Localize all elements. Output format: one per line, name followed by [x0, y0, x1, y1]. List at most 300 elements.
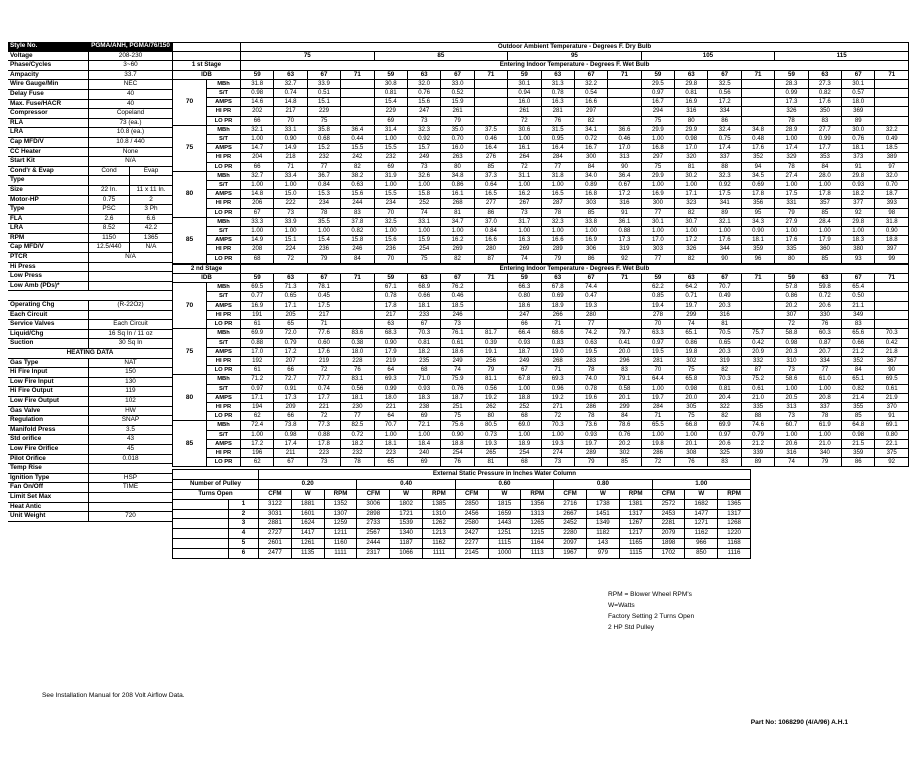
wb-header: 59: [641, 274, 674, 283]
coil-row: [8, 215, 172, 225]
table-cell: 16.6: [541, 236, 574, 245]
table-cell: 1.00: [675, 430, 708, 439]
blower-notes: [608, 589, 694, 633]
table-cell: 294: [641, 107, 674, 116]
table-cell: 1898: [652, 538, 685, 548]
table-cell: 330: [808, 310, 841, 319]
spec-value: PGMA/ANH, PGMA/76/150: [91, 42, 170, 49]
table-cell: 77: [341, 412, 374, 421]
table-cell: 15.8: [407, 190, 440, 199]
table-cell: 72: [274, 254, 307, 263]
table-cell: 143: [586, 538, 619, 548]
table-cell: 0.61: [875, 384, 908, 393]
table-row: [173, 153, 909, 162]
table-cell: 229: [307, 107, 340, 116]
table-cell: 21.8: [875, 347, 908, 356]
table-cell: 0.93: [508, 338, 541, 347]
spec-label: Each Circuit: [8, 311, 89, 320]
table-cell: 0.46: [474, 135, 507, 144]
table-cell: 70.3: [407, 329, 440, 338]
table-cell: 2280: [554, 529, 587, 539]
row-label: AMPS: [207, 301, 241, 310]
table-cell: 264: [508, 153, 541, 162]
blank-cell: [173, 548, 229, 558]
spec-value: [89, 311, 172, 320]
table-cell: 71: [541, 366, 574, 375]
table-cell: 375: [875, 448, 908, 457]
table-cell: 34.8: [741, 125, 774, 134]
table-cell: 36.4: [341, 125, 374, 134]
spec-value: [89, 263, 172, 272]
table-cell: 1349: [586, 519, 619, 529]
table-cell: 0.50: [842, 292, 875, 301]
note-line: RPM = Blower Wheel RPM's: [608, 591, 692, 598]
table-cell: [875, 98, 909, 107]
table-cell: 850: [685, 548, 718, 558]
table-row: [173, 283, 909, 292]
table-cell: 15.0: [274, 190, 307, 199]
table-cell: 72.4: [241, 421, 274, 430]
esp-header: 0.60: [455, 480, 553, 490]
table-cell: 69: [407, 412, 440, 421]
table-cell: 0.70: [441, 135, 474, 144]
spec-value: TIME: [122, 483, 139, 491]
table-cell: 64.4: [641, 375, 674, 384]
spec-label: Temp Rise: [8, 464, 89, 473]
table-cell: 16.9: [241, 301, 274, 310]
table-cell: 87: [741, 366, 774, 375]
table-cell: 196: [241, 448, 274, 457]
table-cell: 17.5: [307, 301, 340, 310]
table-cell: 0.99: [775, 89, 808, 98]
table-cell: 68.6: [541, 329, 574, 338]
table-cell: 74: [407, 208, 440, 217]
table-cell: 389: [875, 153, 909, 162]
spec-value: 30 Sq In: [118, 339, 143, 347]
table-cell: 27.7: [808, 125, 841, 134]
table-cell: 211: [274, 448, 307, 457]
table-cell: 223: [374, 448, 407, 457]
fan-col-header: RPM: [521, 489, 554, 499]
table-cell: 82: [341, 162, 374, 171]
coil-header-cond: Cond: [89, 167, 130, 176]
table-cell: [474, 107, 507, 116]
spec-value: 0.018: [122, 454, 139, 462]
table-cell: 83.1: [341, 375, 374, 384]
row-label: MBh: [207, 421, 241, 430]
table-cell: 74.4: [574, 283, 607, 292]
table-cell: 299: [608, 402, 641, 411]
table-cell: 72: [307, 366, 340, 375]
table-cell: 65.6: [842, 329, 875, 338]
table-cell: 37.5: [474, 125, 507, 134]
table-cell: 79: [808, 458, 841, 467]
table-cell: 0.76: [441, 384, 474, 393]
table-cell: 77: [808, 366, 841, 375]
table-cell: 60.3: [808, 329, 841, 338]
table-cell: 83: [341, 208, 374, 217]
table-cell: 28.3: [775, 79, 808, 88]
wb-header: 71: [474, 274, 507, 283]
table-cell: 20.8: [808, 393, 841, 402]
coil-row: [8, 224, 172, 234]
spec-row: [8, 445, 172, 455]
spec-value: [89, 503, 172, 512]
table-row: [173, 254, 909, 263]
table-cell: [474, 79, 507, 88]
table-cell: 1162: [685, 529, 718, 539]
table-cell: 323: [675, 199, 708, 208]
table-cell: 70.3: [541, 421, 574, 430]
table-cell: 15.3: [307, 190, 340, 199]
table-cell: 223: [307, 448, 340, 457]
table-cell: 78: [341, 458, 374, 467]
esp-header: 1.00: [652, 480, 750, 490]
fan-col-header: W: [390, 489, 423, 499]
table-cell: 1313: [521, 509, 554, 519]
spec-label: Std orifice: [8, 435, 89, 444]
row-label: HI PR: [207, 107, 241, 116]
fan-col-header: CFM: [357, 489, 390, 499]
table-cell: [741, 283, 774, 292]
table-cell: 254: [508, 448, 541, 457]
table-cell: 15.7: [407, 144, 440, 153]
spec-row: [8, 503, 172, 513]
table-cell: 18.3: [407, 393, 440, 402]
table-cell: 306: [574, 245, 607, 254]
table-cell: 205: [274, 310, 307, 319]
table-cell: 334: [708, 107, 741, 116]
table-cell: 0.79: [274, 338, 307, 347]
table-cell: 296: [608, 356, 641, 365]
spec-row: [8, 148, 172, 158]
table-cell: [741, 89, 774, 98]
spec-row: [8, 339, 172, 349]
wb-header: 67: [842, 70, 875, 79]
table-cell: 65: [274, 320, 307, 329]
table-cell: 16.9: [675, 98, 708, 107]
table-cell: 232: [307, 153, 340, 162]
performance-area: [172, 42, 908, 559]
table-cell: 0.38: [341, 338, 374, 347]
table-cell: 0.70: [875, 181, 909, 190]
table-cell: 17.6: [307, 347, 340, 356]
table-cell: 79: [541, 254, 574, 263]
table-cell: 29.8: [842, 171, 875, 180]
table-cell: 359: [842, 448, 875, 457]
table-cell: 16.8: [641, 144, 674, 153]
table-cell: 73: [775, 412, 808, 421]
spec-row: [8, 435, 172, 445]
table-cell: 1721: [390, 509, 423, 519]
table-row: [173, 538, 751, 548]
table-cell: 21.1: [842, 301, 875, 310]
spec-value: 16 Sq In / 11 oz: [108, 329, 153, 337]
table-cell: 1.00: [775, 181, 808, 190]
table-cell: 60.7: [775, 421, 808, 430]
coil-evap-value: 42.2: [144, 224, 158, 232]
spec-label: Ignition Type: [8, 474, 89, 483]
table-cell: 17.4: [708, 144, 741, 153]
table-cell: 1.00: [808, 181, 841, 190]
spec-label: Hi Fire Input: [8, 368, 89, 377]
table-cell: 3006: [357, 499, 390, 509]
wb-header: 71: [741, 274, 774, 283]
table-cell: 1262: [422, 519, 455, 529]
table-cell: 221: [374, 402, 407, 411]
table-cell: 329: [775, 153, 808, 162]
table-cell: 339: [741, 448, 774, 457]
table-cell: 0.90: [441, 430, 474, 439]
spec-value: 33.7: [124, 70, 137, 78]
esp-header: 0.20: [259, 480, 357, 490]
table-cell: 337: [808, 402, 841, 411]
table-cell: 1168: [718, 538, 751, 548]
table-cell: 335: [741, 402, 774, 411]
table-cell: 1.00: [407, 227, 440, 236]
table-cell: 59.8: [808, 283, 841, 292]
row-label: S/T: [207, 292, 241, 301]
row-label: MBh: [207, 329, 241, 338]
table-cell: 69.0: [508, 421, 541, 430]
table-cell: 22.1: [875, 439, 908, 448]
table-cell: 280: [474, 245, 507, 254]
spec-value: Each Circuit: [113, 320, 148, 328]
table-cell: 234: [307, 199, 340, 208]
table-cell: [608, 292, 641, 301]
table-cell: 0.90: [374, 338, 407, 347]
table-cell: [741, 292, 774, 301]
wb-header: 59: [241, 274, 274, 283]
row-label: AMPS: [207, 98, 241, 107]
table-cell: 64.2: [675, 283, 708, 292]
table-cell: 81: [474, 458, 507, 467]
table-cell: 18.8: [875, 236, 909, 245]
table-cell: 19.7: [641, 393, 674, 402]
row-label: HI PR: [207, 310, 241, 319]
table-cell: 21.0: [741, 393, 774, 402]
table-cell: 320: [675, 153, 708, 162]
table-cell: 85: [474, 162, 507, 171]
coil-cond-value: 1150: [89, 234, 130, 243]
table-cell: 75: [675, 412, 708, 421]
wb-header: 59: [508, 274, 541, 283]
blank-cell: [173, 43, 241, 52]
table-cell: 58.8: [775, 329, 808, 338]
table-cell: 57.8: [775, 283, 808, 292]
table-cell: 29.9: [675, 125, 708, 134]
table-cell: 0.56: [708, 89, 741, 98]
table-cell: 1217: [619, 529, 652, 539]
turns-value: 1: [229, 499, 259, 509]
table-cell: 17.4: [274, 439, 307, 448]
table-cell: 0.91: [274, 384, 307, 393]
spec-value: 3.5: [126, 425, 135, 433]
table-cell: 96: [741, 254, 774, 263]
spec-row: [8, 61, 172, 71]
table-cell: [474, 116, 507, 125]
table-cell: 28.4: [808, 217, 841, 226]
table-cell: 89: [741, 458, 774, 467]
table-cell: 236: [307, 245, 340, 254]
table-cell: 1251: [488, 529, 521, 539]
table-cell: 17.9: [808, 236, 841, 245]
table-cell: 17.2: [608, 190, 641, 199]
coil-cond-value: 8.52: [89, 224, 130, 233]
table-cell: 369: [842, 107, 875, 116]
wb-header: 71: [741, 70, 774, 79]
table-cell: 373: [842, 153, 875, 162]
table-cell: 281: [541, 107, 574, 116]
table-cell: 1.00: [775, 135, 808, 144]
turns-value: 3: [229, 519, 259, 529]
table-cell: 92: [842, 208, 875, 217]
spec-value: 73 (ea.): [119, 118, 142, 126]
wb-header: 59: [374, 274, 407, 283]
table-cell: 1381: [619, 499, 652, 509]
table-cell: 2716: [554, 499, 587, 509]
table-cell: 34.7: [441, 217, 474, 226]
table-cell: 18.1: [842, 144, 875, 153]
table-cell: 229: [374, 107, 407, 116]
row-label: MBh: [207, 283, 241, 292]
table-cell: 63.3: [641, 329, 674, 338]
spec-value: 720: [125, 512, 136, 520]
table-cell: 72: [307, 412, 340, 421]
table-cell: [875, 292, 908, 301]
table-cell: 287: [541, 199, 574, 208]
table-cell: [341, 107, 374, 116]
spec-value: N/A: [125, 157, 136, 165]
coil-row: [8, 186, 172, 196]
table-cell: 89: [842, 116, 875, 125]
table-cell: 242: [341, 153, 374, 162]
table-row: [173, 171, 909, 180]
table-cell: 1967: [554, 548, 587, 558]
table-cell: 20.6: [708, 439, 741, 448]
table-cell: 0.61: [441, 338, 474, 347]
row-label: S/T: [207, 384, 241, 393]
table-cell: 77: [307, 162, 340, 171]
table-cell: 62.2: [641, 283, 674, 292]
table-cell: 15.5: [374, 190, 407, 199]
table-cell: [875, 116, 909, 125]
table-cell: 0.76: [407, 89, 440, 98]
table-cell: 1.00: [374, 135, 407, 144]
table-cell: 19.2: [474, 393, 507, 402]
wb-header: 63: [407, 70, 440, 79]
table-cell: 313: [608, 153, 641, 162]
table-row: [173, 529, 751, 539]
blank-cell: [173, 52, 241, 61]
table-cell: 58.6: [775, 375, 808, 384]
table-cell: 32.3: [708, 171, 741, 180]
table-cell: 79: [307, 254, 340, 263]
table-row: [173, 320, 909, 329]
table-cell: [741, 301, 774, 310]
table-cell: 0.77: [241, 292, 274, 301]
table-cell: 0.97: [641, 338, 674, 347]
table-cell: 66: [241, 162, 274, 171]
table-row: [173, 384, 909, 393]
table-cell: 261: [441, 107, 474, 116]
table-cell: 17.6: [708, 236, 741, 245]
table-cell: 92: [608, 254, 641, 263]
table-cell: 77.6: [307, 329, 340, 338]
esp-title: External Static Pressure in Inches Water Column: [259, 470, 751, 480]
table-cell: [608, 79, 641, 88]
table-cell: 16.8: [574, 190, 607, 199]
table-cell: 31.3: [541, 79, 574, 88]
table-cell: 17.5: [775, 190, 808, 199]
row-label: LO PR: [207, 254, 241, 263]
table-cell: 72.1: [407, 421, 440, 430]
table-cell: 74.2: [574, 329, 607, 338]
spec-label: Low Fire Input: [8, 378, 89, 387]
table-cell: 331: [775, 199, 808, 208]
spec-label: PTCR: [8, 253, 89, 262]
row-label: S/T: [207, 181, 241, 190]
table-cell: 0.88: [608, 227, 641, 236]
wb-header: 67: [708, 274, 741, 283]
table-cell: 1165: [619, 538, 652, 548]
table-cell: 286: [574, 402, 607, 411]
table-cell: 0.84: [307, 181, 340, 190]
spec-label: Heat Antic: [8, 503, 89, 512]
table-cell: 2667: [554, 509, 587, 519]
coil-header-row: [8, 167, 172, 177]
row-label: MBh: [207, 375, 241, 384]
row-label: HI PR: [207, 245, 241, 254]
table-cell: 17.7: [307, 393, 340, 402]
table-row: [173, 89, 909, 98]
table-cell: 1417: [291, 529, 324, 539]
table-row: [173, 107, 909, 116]
table-cell: 1.00: [508, 227, 541, 236]
table-cell: 32.5: [708, 79, 741, 88]
table-cell: 1.00: [641, 384, 674, 393]
table-cell: 16.6: [574, 98, 607, 107]
table-cell: 0.96: [541, 384, 574, 393]
table-cell: 1.00: [407, 430, 440, 439]
table-cell: 70: [374, 208, 407, 217]
table-cell: 254: [407, 245, 440, 254]
table-cell: 0.56: [341, 384, 374, 393]
wb-header: 59: [775, 274, 808, 283]
coil-evap-value: 11 x 11 In.: [136, 185, 166, 193]
outdoor-ambient-title: Outdoor Ambient Temperature - Degrees F. Dry Bulb: [241, 43, 909, 52]
table-cell: 0.61: [741, 384, 774, 393]
row-label: LO PR: [207, 412, 241, 421]
table-cell: 300: [641, 199, 674, 208]
table-cell: 2452: [554, 519, 587, 529]
table-cell: 17.3: [775, 98, 808, 107]
coil-cond-value: PSC: [89, 205, 130, 214]
table-cell: 85: [842, 412, 875, 421]
row-label: AMPS: [207, 190, 241, 199]
spec-row: [8, 483, 172, 493]
table-cell: 1.00: [508, 181, 541, 190]
table-cell: 31.4: [374, 125, 407, 134]
table-cell: 310: [775, 356, 808, 365]
table-cell: 18.3: [842, 236, 875, 245]
table-cell: 68: [407, 366, 440, 375]
table-cell: 68.3: [374, 329, 407, 338]
table-cell: 84: [808, 162, 841, 171]
table-cell: 76: [441, 458, 474, 467]
outdoor-temp-header: 105: [641, 52, 775, 61]
spec-label: Low Fire Output: [8, 397, 89, 406]
